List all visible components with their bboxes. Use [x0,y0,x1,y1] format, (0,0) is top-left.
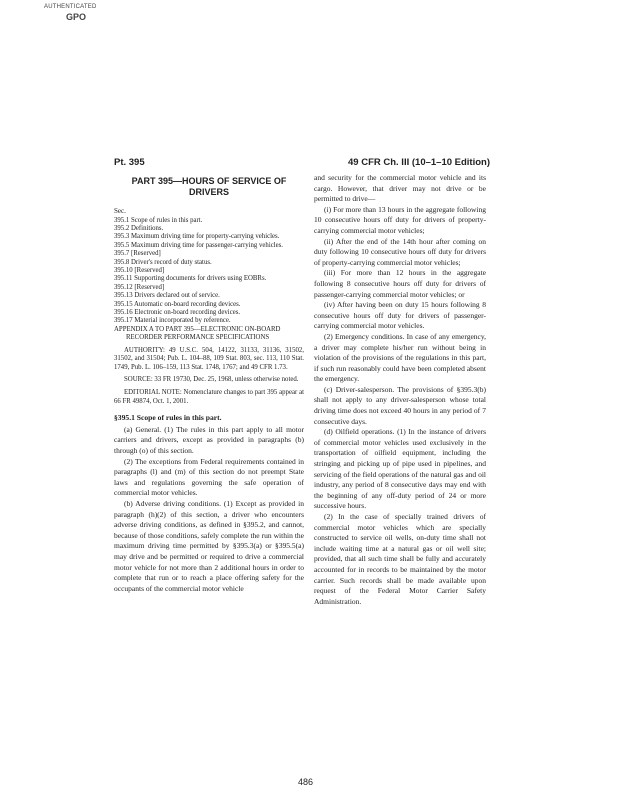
toc-item: 395.7 [Reserved] [114,250,161,258]
toc-item: 395.3 Maximum driving time for property-carrying vehicles. [114,233,280,241]
right-column [314,173,486,607]
body-paragraph: (b) Adverse driving conditions. (1) Except as provided in paragraph (h)(2) of this section, a driver who encounters adverse driving conditions, as defined in §395.2, and cannot, because of those conditions, safely complete the run within the maximum driving time permitted by §395.3(a) or §395.5(a) may drive and be permitted or required to drive a commercial motor vehicle for not more than 2 additional hours in order to complete that run or to reach a place offering safety for the occupants of the commercial motor vehicle [114,499,304,593]
toc-item: 395.13 Drivers declared out of service. [114,292,220,300]
body-paragraph: (d) Oilfield operations. (1) In the instance of drivers of commercial motor vehicles used exclusively in the transportation of oilfield equipment, including the stringing and picking up of pipe used in pipelines, and servicing of the field operations of the natural gas and oil industry, any period of 8 consecutive days may end with the beginning of any off-duty period of 24 or more successive hours. [314,427,486,511]
running-header-edition: 49 CFR Ch. III (10–1–10 Edition) [348,157,491,168]
body-paragraph: and security for the commercial motor vehicle and its cargo. However, that driver may not drive or be permitted to drive— [314,173,486,204]
editorial-note: EDITORIAL NOTE: Nomenclature changes to part 395 appear at 66 FR 49874, Oct. 1, 2001. [114,389,304,405]
toc-item: 395.5 Maximum driving time for passenger-carrying vehicles. [114,241,283,249]
toc-item: 395.2 Definitions. [114,225,164,232]
running-header-part: Pt. 395 [114,157,145,168]
stamp-text: AUTHENTICATED [44,4,97,10]
toc-item: 395.16 Electronic on-board recording devices. [114,309,241,317]
toc-item: 395.11 Supporting documents for drivers using EOBRs. [114,275,267,283]
body-paragraph: (2) The exceptions from Federal requirements contained in paragraphs (l) and (m) of this section do not preempt State laws and regulations governing the safe operation of commercial motor vehicles. [114,456,304,498]
authority-citation: AUTHORITY: 49 U.S.C. 504, 14122, 31133, 31136, 31502, 31502, and 31504; Pub. L. 104–88, 109 Stat. 803, sec. 113, 110 Stat. 1749, Pub. L. 106–159, 113 Stat. 1748, 1767; and 49 CFR 1.73. [114,346,304,371]
toc-item: APPENDIX A TO PART 395—ELECTRONIC ON-BOARD RECORDER PERFORMANCE SPECIFICATIONS [114,325,281,342]
body-paragraph: (iii) For more than 12 hours in the aggregate following 8 consecutive hours off duty for drivers of passenger-carrying commercial motor vehicles; or [314,268,486,299]
body-paragraph: (c) Driver-salesperson. The provisions of §395.3(b) shall not apply to any driver-salesperson whose total driving time does not exceed 40 hours in any period of 7 consecutive days. [314,384,486,426]
page-number: 486 [298,777,314,787]
toc-item: 395.12 [Reserved] [114,283,165,291]
toc-item: 395.17 Material incorporated by reference. [114,317,231,325]
left-column [114,172,304,594]
section-heading: §395.1 Scope of rules in this part. [114,413,222,423]
stamp-logo-text: GPO [66,12,87,22]
table-of-contents [114,217,304,343]
toc-item: 395.10 [Reserved] [114,267,165,275]
body-paragraph: (ii) After the end of the 14th hour after coming on duty following 10 consecutive hours off duty for drivers of property-carrying commercial motor vehicles; [314,236,486,267]
body-paragraph: (i) For more than 13 hours in the aggregate following 10 consecutive hours off duty for drivers of property-carrying commercial motor vehicles; [314,204,486,235]
body-paragraph: (2) In the case of specially trained drivers of commercial motor vehicles which are specially constructed to service oil wells, on-duty time shall not include waiting time at a natural gas or oil well site; provided, that all such time shall be fully and accurately accounted for in records to be maintained by the motor carrier. Such records shall be made available upon request of the Federal Motor Carrier Safety Administration. [314,512,486,606]
source-citation: SOURCE: 33 FR 19730, Dec. 25, 1968, unless otherwise noted. [124,376,299,384]
body-paragraph: (2) Emergency conditions. In case of any emergency, a driver may complete his/her run without being in violation of the provisions of the regulations in this part, if such run reasonably could have been completed absent the emergency. [314,331,486,384]
gpo-authentication-stamp [44,4,104,34]
toc-item: 395.1 Scope of rules in this part. [114,216,203,224]
part-title: PART 395—HOURS OF SERVICE OF DRIVERS [131,176,287,197]
toc-sec-label: Sec. [114,207,126,215]
toc-item: 395.15 Automatic on-board recording devices. [114,300,241,308]
toc-item: 395.8 Driver's record of duty status. [114,258,212,266]
body-paragraph: (a) General. (1) The rules in this part apply to all motor carriers and drivers, except as provided in paragraphs (b) through (o) of this section. [114,424,304,456]
body-paragraph: (iv) After having been on duty 15 hours following 8 consecutive hours off duty for drivers of passenger-carrying commercial motor vehicles. [314,300,486,331]
